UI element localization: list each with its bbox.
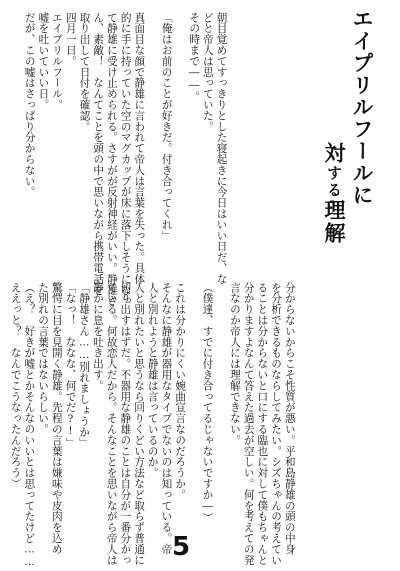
text-column: て静雄に受け止められる。さすがが反射神経がいい。静雄さ — [105, 12, 118, 307]
title-main: エイプリルフールに — [350, 8, 374, 206]
text-column: ている。何故恋人だから。そんなことを思いながら帝人は — [105, 282, 118, 566]
text-column: 朝目覚めてすっきりとした寝起きに今日はいい日だ、な — [215, 12, 228, 285]
bottom-text-block — [8, 282, 296, 569]
text-column: 静かに息を吐き出す。 — [91, 282, 104, 391]
top-text-block — [22, 12, 228, 307]
text-column: 驚愕に目を見開く静雄。先程の言葉は嫌味や皮肉を込め — [50, 282, 63, 555]
text-column: た別れの言葉ではないらしい。 — [37, 282, 50, 435]
text-column — [186, 282, 200, 494]
text-column: 真面目な顔で静雄に言われて帝人は言葉を失った。具体 — [133, 12, 146, 285]
title-sub-suffix: 理解 — [322, 199, 346, 245]
text-column: 言なのか帝人には理解できない。 — [228, 282, 241, 446]
text-column: 切り出すはずだ。不器用な静雄のことは自分が一番分かっ — [119, 282, 132, 566]
text-column: ることは分からないと口にする臨也に対して僕もちゃんと — [256, 282, 269, 566]
text-column: エイプリルフール。 — [51, 12, 64, 111]
text-column: 「俺はお前のことが好きだ。付き合ってくれ」 — [160, 12, 173, 241]
text-column: 的に手に持っていた空のマグカップが床に落下しそうになっ — [119, 12, 132, 307]
text-column: ええっと？ なんでこうなったんだろう） — [9, 282, 22, 490]
text-column — [214, 282, 228, 494]
text-column: これは分かりにくい婉曲宣言なのだろうか。 — [174, 282, 187, 500]
text-column: 分かりますよなんて答えた過去が空しい。何を考えての発 — [242, 282, 255, 566]
page-number: 5 — [172, 532, 191, 562]
text-column: どと帝人は思っていた。 — [201, 12, 214, 132]
text-column — [173, 12, 187, 260]
text-column: 「なっ！ ななな、何でだ?!」 — [64, 282, 77, 449]
text-column: 人と別れようと静雄は言っているのか。 — [146, 282, 159, 479]
title-sub — [322, 142, 346, 245]
text-column: 取り出して日付を確認。 — [78, 12, 91, 132]
text-column: 分からないからこそ性質が悪い。平和島静雄の頭の中身 — [283, 282, 296, 555]
title-sub-prefix: 対 — [322, 142, 346, 165]
text-column — [145, 12, 159, 260]
text-column: 嘘を吐いていい日。 — [37, 12, 50, 111]
text-column: だが、この嘘はさっぱり分からない。 — [23, 12, 36, 198]
text-column: その時まで――。 — [188, 12, 201, 102]
text-column: を分析できるものならしてみたい。シズちゃんの考えてい — [270, 282, 283, 566]
text-column: （え？ 好きが嘘とかそんなのいいとは思ってたけど…… — [23, 282, 36, 569]
text-column: （僕達、すでに付き合ってるじゃないですか―） — [201, 282, 214, 524]
text-column: そんなに静雄が器用なタイプでないのは知っている。帝 — [160, 282, 173, 555]
text-column: 「静雄さん……別れましょうか」 — [78, 282, 91, 449]
text-column: ん、素敵！ なんてことを頭の中で思いながら携帯電話を — [92, 12, 105, 296]
title-sub-small: する — [325, 165, 343, 199]
text-column: 四月一日。 — [64, 12, 77, 67]
text-column: 人と別れたいと思うなら回りくどい方法など取らず普通に — [133, 282, 146, 566]
